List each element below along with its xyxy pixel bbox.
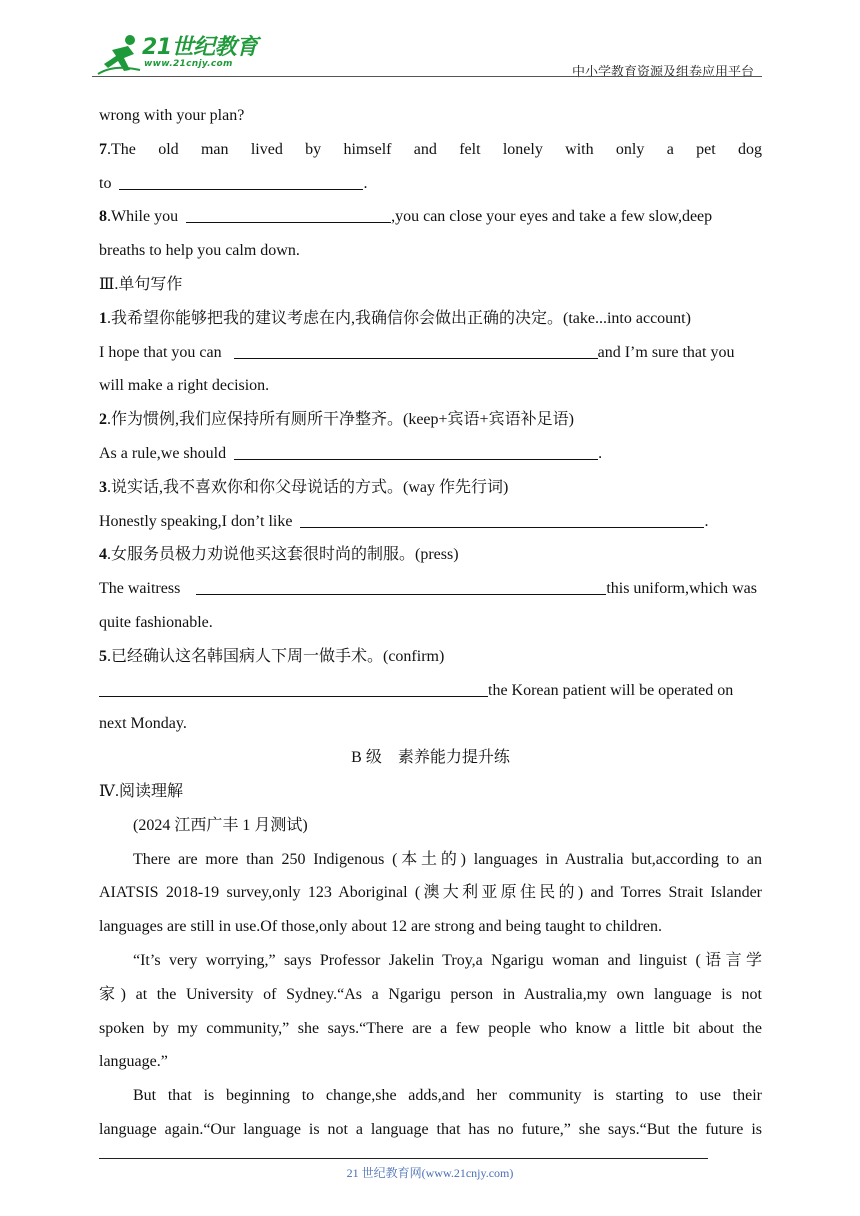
section-heading: Ⅳ.阅读理解 [99,782,183,800]
question-text: .作为惯例,我们应保持所有厕所干净整齐。(keep+宾语+宾语补足语) [107,411,574,429]
footer-divider [99,1158,708,1159]
question-text: . [363,174,368,192]
page-header [92,30,762,80]
text-line: breaths to help you calm down. [99,242,300,260]
question-text: As a rule,we should [99,444,227,462]
section-heading: Ⅲ.单句写作 [99,275,183,293]
sentence-4-chinese [99,538,762,572]
sentence-4-english [99,572,762,606]
sentence-1-english [99,336,762,370]
answer-blank[interactable] [196,574,606,595]
answer-blank[interactable] [234,439,598,460]
question-text: .说实话,我不喜欢你和你父母说话的方式。(way 作先行词) [107,478,509,496]
question-text: .The old man lived by himself and felt lonely with only a pet dog [107,140,762,158]
page-content [99,99,762,1147]
sentence-1-chinese [99,302,762,336]
level-heading: B 级 素养能力提升练 [351,749,510,767]
question-number: 1 [99,309,107,327]
question-text: the Korean patient will be operated on [488,681,734,699]
sentence-2-chinese [99,403,762,437]
question-text: The waitress [99,580,181,598]
footer-link[interactable]: 21 世纪教育网(www.21cnjy.com) [346,1166,514,1180]
question-text: .女服务员极力劝说他买这套很时尚的制服。(press) [107,546,459,564]
text-line: will make a right decision. [99,377,270,395]
question-number: 4 [99,546,107,564]
question-7-line [99,133,762,167]
answer-blank[interactable] [119,169,363,190]
text-line: quite fashionable. [99,613,213,631]
question-text: . [704,512,709,530]
answer-blank[interactable] [99,676,488,697]
logo-text: 21世纪教育 [142,35,258,60]
passage-line: 家) at the University of Sydney.“As a Ngarigu person in Australia,my own language is not [99,985,762,1003]
question-text: .已经确认这名韩国病人下周一做手术。(confirm) [107,647,445,665]
passage-line: language again.“Our language is not a language that has no future,” she says.“But the future is [99,1120,762,1138]
question-number: 2 [99,411,107,429]
text-line: wrong with your plan? [99,107,245,124]
sentence-5-chinese [99,640,762,674]
header-divider [92,76,762,77]
question-text: .我希望你能够把我的建议考虑在内,我确信你会做出正确的决定。(take...into account) [107,309,691,327]
sentence-3-chinese [99,471,762,505]
passage-line: languages are still in use.Of those,only about 12 are strong and being taught to children. [99,918,662,936]
question-text: ,you can close your eyes and take a few slow,deep [391,208,713,226]
header-tagline: 中小学教育资源及组卷应用平台 [571,65,754,80]
answer-blank[interactable] [234,338,598,359]
question-number: 7 [99,140,107,158]
sentence-3-english [99,505,762,539]
question-text: .While you [107,208,179,226]
question-text: this uniform,which was [606,580,757,598]
passage-line: There are more than 250 Indigenous (本土的) languages in Australia but,according to an [133,850,762,868]
question-text: to [99,174,112,192]
answer-blank[interactable] [300,507,704,528]
question-text: and I’m sure that you [597,343,735,361]
passage-line: “It’s very worrying,” says Professor Jakelin Troy,a Ngarigu woman and linguist (语言学 [133,951,762,969]
passage-line: But that is beginning to change,she adds,and her community is starting to use their [133,1087,762,1105]
answer-blank[interactable] [186,202,391,223]
logo-url: www.21cnjy.com [144,59,233,69]
text-line: next Monday. [99,715,187,733]
question-text: . [598,444,603,462]
passage-line: spoken by my community,” she says.“There are a few people who know a little bit about the [99,1019,762,1037]
question-number: 5 [99,647,107,665]
question-text: I hope that you can [99,343,222,361]
question-7-blank-line [99,167,762,201]
question-text: Honestly speaking,I don’t like [99,512,293,530]
passage-source: (2024 江西广丰 1 月测试) [133,816,308,834]
question-8-line [99,200,762,234]
passage-line: AIATSIS 2018-19 survey,only 123 Aboriginal (澳大利亚原住民的) and Torres Strait Islander [99,884,762,902]
question-number: 3 [99,478,107,496]
sentence-2-english [99,437,762,471]
sentence-5-english [99,674,762,708]
question-number: 8 [99,208,107,226]
passage-line: language.” [99,1053,168,1071]
